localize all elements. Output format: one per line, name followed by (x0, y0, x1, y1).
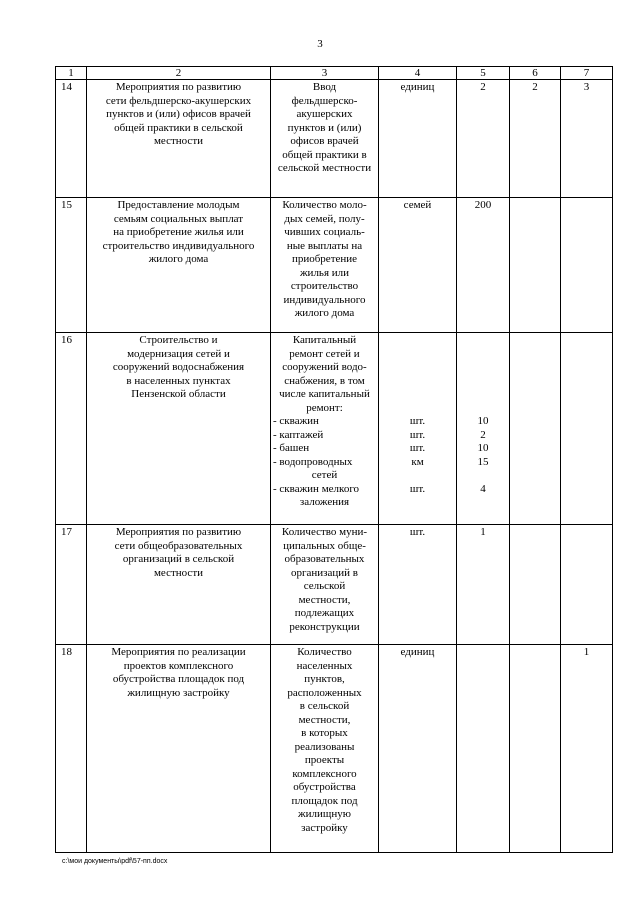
unit-cell: единиц (379, 645, 457, 853)
table-row (56, 198, 613, 333)
indicator-cell: Капитальный ремонт сетей и сооружений водо- снабжения, в том числе капитальный ремонт: - скважин - каптажей - башен - водопроводных сетей - скважин мелкого заложения (271, 333, 379, 525)
value-cell (510, 525, 561, 645)
measures-table (55, 66, 613, 853)
value-cell: 200 (457, 198, 510, 333)
header-cell: 6 (510, 67, 561, 80)
subitem-label: - башен (273, 442, 310, 454)
value-cell (457, 645, 510, 853)
header-cell: 5 (457, 67, 510, 80)
table-row (56, 333, 613, 525)
header-cell: 2 (87, 67, 271, 80)
table-header-row (56, 67, 613, 80)
value-cell: 3 (561, 80, 613, 198)
subitem-label: сетей (311, 469, 338, 481)
unit-cell: единиц (379, 80, 457, 198)
value-cell: 2 (457, 80, 510, 198)
value-cell (510, 198, 561, 333)
header-cell: 3 (271, 67, 379, 80)
measure-cell: Мероприятия по развитию сети фельдшерско-акушерских пунктов и (или) офисов врачей общей практики в сельской местности (87, 80, 271, 198)
unit-cell: шт. (379, 525, 457, 645)
value-cell: 1 (457, 525, 510, 645)
value-cell (561, 198, 613, 333)
value-cell (561, 333, 613, 525)
row-number: 16 (56, 333, 87, 525)
row-number: 14 (56, 80, 87, 198)
header-cell: 1 (56, 67, 87, 80)
row-number: 17 (56, 525, 87, 645)
header-cell: 4 (379, 67, 457, 80)
value-cell (510, 645, 561, 853)
value-cell (510, 333, 561, 525)
indicator-cell: Количество моло- дых семей, полу- чивших социаль- ные выплаты на приобретение жилья или строительство индивидуального жилого дома (271, 198, 379, 333)
table-row (56, 525, 613, 645)
indicator-cell: Количество населенных пунктов, расположенных в сельской местности, в которых реализованы проекты комплексного обустройства площадок под жилищную застройку (271, 645, 379, 853)
footer-file-path: c:\мои документы\pdf\57-пп.docx (62, 858, 168, 865)
measure-cell: Мероприятия по развитию сети общеобразовательных организаций в сельской местности (87, 525, 271, 645)
unit-cell: шт. шт. шт. км шт. (379, 333, 457, 525)
value-cell: 2 (510, 80, 561, 198)
value-cell: 10 2 10 15 4 (457, 333, 510, 525)
subitem-label: - скважин мелкого (273, 482, 360, 495)
table-row (56, 80, 613, 198)
subitem-label: - скважин (273, 415, 319, 427)
measure-cell: Мероприятия по реализации проектов комплексного обустройства площадок под жилищную застройку (87, 645, 271, 853)
subitem-label: заложения (299, 496, 350, 508)
table-row (56, 645, 613, 853)
header-cell: 7 (561, 67, 613, 80)
unit-cell: семей (379, 198, 457, 333)
row-number: 18 (56, 645, 87, 853)
row-number: 15 (56, 198, 87, 333)
indicator-cell: Количество муни- ципальных обще- образовательных организаций в сельской местности, подлежащих реконструкции (271, 525, 379, 645)
value-cell: 1 (561, 645, 613, 853)
value-cell (561, 525, 613, 645)
subitem-label: - водопроводных (273, 455, 353, 468)
page-number: 3 (317, 38, 323, 50)
measure-cell: Предоставление молодым семьям социальных выплат на приобретение жилья или строительство индивидуального жилого дома (87, 198, 271, 333)
measure-cell: Строительство и модернизация сетей и сооружений водоснабжения в населенных пунктах Пензенской области (87, 333, 271, 525)
subitem-label: - каптажей (273, 428, 324, 441)
indicator-cell: Ввод фельдшерско- акушерских пунктов и (или) офисов врачей общей практики в сельской местности (271, 80, 379, 198)
